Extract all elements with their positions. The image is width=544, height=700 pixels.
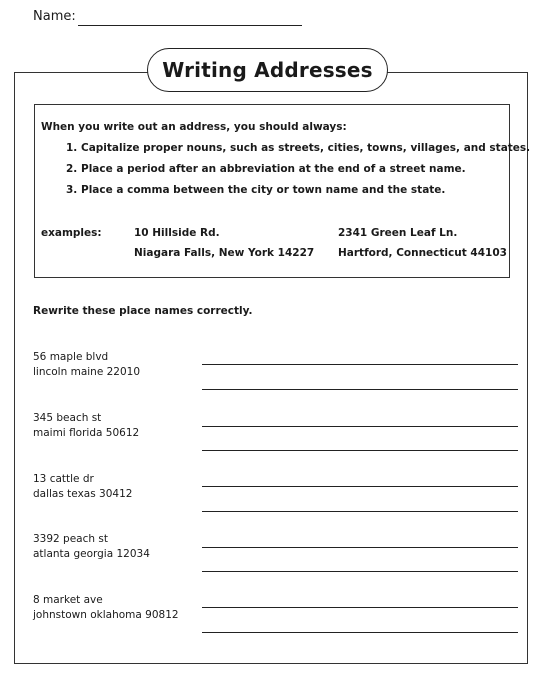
answer-line[interactable]: [202, 426, 518, 427]
answer-line[interactable]: [202, 547, 518, 548]
exercise-city: maimi florida 50612: [33, 427, 140, 439]
exercise-address: [33, 411, 139, 441]
exercise-city: dallas texas 30412: [33, 488, 133, 500]
worksheet-title: Writing Addresses: [147, 48, 388, 92]
answer-line[interactable]: [202, 632, 518, 633]
rule-text: Place a period after an abbreviation at the end of a street name.: [81, 163, 466, 175]
answer-line[interactable]: [202, 607, 518, 608]
exercise-street: 3392 peach st: [33, 533, 108, 545]
answer-line[interactable]: [202, 364, 518, 365]
answer-line[interactable]: [202, 571, 518, 572]
exercise-address: [33, 472, 132, 502]
rule-text: Place a comma between the city or town name and the state.: [81, 184, 446, 196]
example-address-street: 10 Hillside Rd.: [134, 227, 220, 239]
answer-line[interactable]: [202, 450, 518, 451]
rule-number: 2.: [66, 163, 78, 175]
answer-line[interactable]: [202, 389, 518, 390]
exercise-city: johnstown oklahoma 90812: [33, 609, 179, 621]
name-label: Name:: [33, 9, 76, 24]
rule-item: [66, 163, 530, 184]
example-address-street: 2341 Green Leaf Ln.: [338, 227, 458, 239]
exercise-street: 13 cattle dr: [33, 473, 94, 485]
exercise-city: atlanta georgia 12034: [33, 548, 150, 560]
exercise-street: 345 beach st: [33, 412, 102, 424]
rules-list: [66, 142, 530, 205]
rule-text: Capitalize proper nouns, such as streets, cities, towns, villages, and states.: [81, 142, 531, 154]
name-field-label-row: [33, 9, 76, 24]
exercise-street: 8 market ave: [33, 594, 103, 606]
example-address-city: Niagara Falls, New York 14227: [134, 247, 315, 259]
examples-label: examples:: [41, 227, 102, 239]
rule-item: [66, 142, 530, 163]
name-blank-line[interactable]: [78, 25, 302, 26]
exercise-address: [33, 350, 140, 380]
answer-line[interactable]: [202, 486, 518, 487]
exercise-city: lincoln maine 22010: [33, 366, 141, 378]
rule-number: 3.: [66, 184, 78, 196]
exercise-address: [33, 532, 150, 562]
exercise-instruction: Rewrite these place names correctly.: [33, 305, 253, 317]
exercise-street: 56 maple blvd: [33, 351, 109, 363]
answer-line[interactable]: [202, 511, 518, 512]
example-address-city: Hartford, Connecticut 44103: [338, 247, 507, 259]
rules-intro: When you write out an address, you should always:: [41, 121, 347, 133]
rule-number: 1.: [66, 142, 78, 154]
rule-item: [66, 184, 530, 205]
exercise-address: [33, 593, 179, 623]
